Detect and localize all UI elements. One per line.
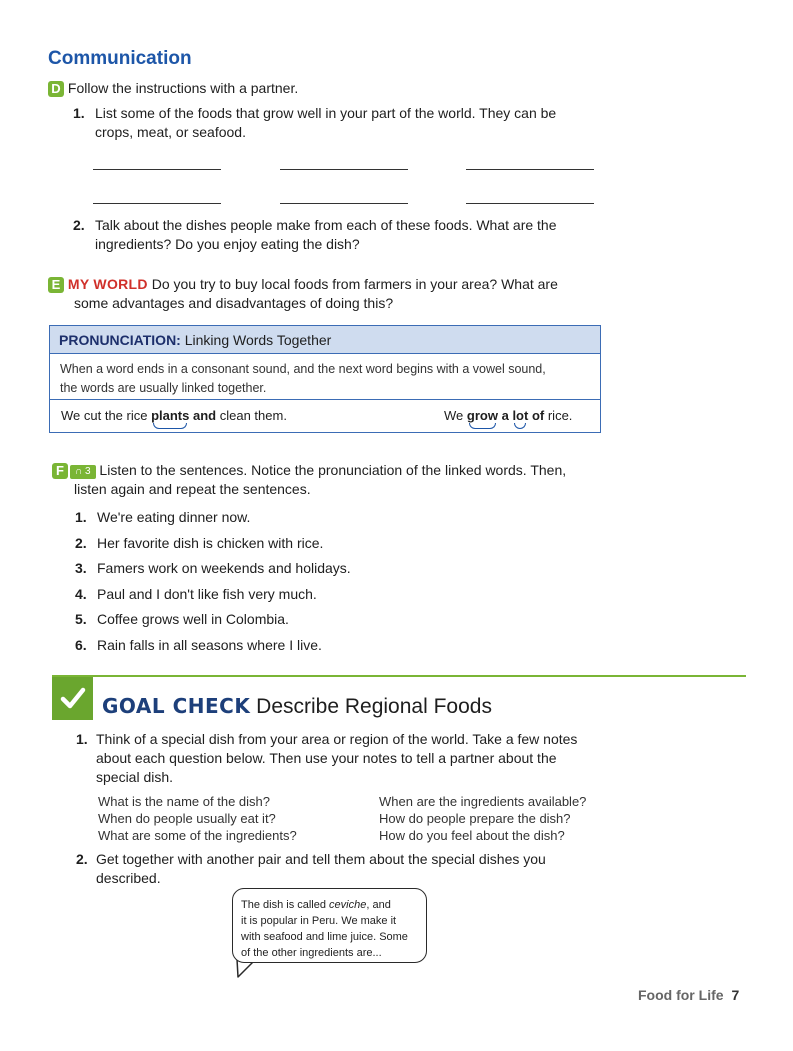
answer-blank[interactable] bbox=[93, 169, 221, 170]
exercise-f-text: Listen to the sentences. Notice the pronunciation of the linked words. Then, bbox=[99, 462, 567, 478]
my-world-label: MY WORLD bbox=[67, 276, 148, 292]
sentence-text: Rain falls in all seasons where I live. bbox=[97, 636, 322, 653]
goal-check-subtitle: Describe Regional Foods bbox=[256, 695, 492, 718]
speech-bubble bbox=[232, 888, 427, 963]
list-item bbox=[75, 633, 351, 659]
answer-blank[interactable] bbox=[466, 169, 594, 170]
goal-item-2 bbox=[76, 850, 546, 888]
answer-blank[interactable] bbox=[93, 203, 221, 204]
item-number: 5. bbox=[75, 611, 87, 627]
item-text: Get together with another pair and tell them about the special dishes you bbox=[96, 851, 546, 867]
example-text: We cut the rice bbox=[61, 408, 152, 423]
goal-check-title bbox=[102, 694, 492, 719]
goal-check-label: GOAL CHECK bbox=[102, 694, 251, 718]
linked-word: of bbox=[531, 408, 545, 423]
bubble-text: with seafood and lime juice. Some bbox=[241, 931, 408, 943]
question: How do people prepare the dish? bbox=[379, 811, 571, 826]
example-1 bbox=[61, 408, 287, 423]
rule-text: When a word ends in a consonant sound, and the next word begins with a vowel sound, bbox=[60, 362, 546, 376]
linked-word: and bbox=[193, 408, 217, 423]
audio-track-icon[interactable]: ∩ 3 bbox=[70, 465, 96, 479]
exercise-d-badge: D bbox=[48, 81, 64, 97]
linked-word: a bbox=[501, 408, 509, 423]
item-text: ingredients? Do you enjoy eating the dish? bbox=[95, 236, 360, 252]
exercise-e-text: Do you try to buy local foods from farmers in your area? What are bbox=[151, 276, 558, 292]
goal-divider bbox=[52, 675, 746, 677]
checkmark-icon bbox=[52, 677, 93, 720]
bubble-text: it is popular in Peru. We make it bbox=[241, 915, 397, 927]
item-number: 6. bbox=[75, 636, 87, 653]
linked-word: plants bbox=[151, 408, 190, 423]
bubble-text: The dish is called bbox=[241, 899, 330, 911]
page-footer bbox=[638, 987, 739, 1003]
example-text: clean them. bbox=[216, 408, 287, 423]
item-number: 4. bbox=[75, 585, 87, 602]
sentence-text: Paul and I don't like fish very much. bbox=[97, 585, 317, 602]
dish-name: ceviche bbox=[329, 899, 367, 911]
list-item bbox=[75, 607, 351, 633]
example-2 bbox=[444, 408, 572, 423]
pronunciation-rule bbox=[50, 354, 600, 400]
bubble-text: of the other ingredients are... bbox=[241, 947, 382, 959]
exercise-d-item-1 bbox=[73, 104, 556, 142]
exercise-e-text: some advantages and disadvantages of doing this? bbox=[74, 295, 394, 311]
answer-blank[interactable] bbox=[280, 169, 408, 170]
exercise-d-instruction bbox=[48, 79, 298, 98]
item-number: 2. bbox=[76, 851, 88, 867]
pronunciation-heading bbox=[50, 326, 600, 354]
pronunciation-subheading: Linking Words Together bbox=[184, 332, 332, 348]
section-title: Communication bbox=[48, 48, 192, 69]
questions-left bbox=[98, 793, 297, 844]
item-number: 1. bbox=[75, 509, 87, 525]
item-number: 3. bbox=[75, 560, 87, 576]
question: When do people usually eat it? bbox=[98, 811, 276, 826]
exercise-d-text: Follow the instructions with a partner. bbox=[67, 80, 299, 96]
item-text: about each question below. Then use your notes to tell a partner about the bbox=[96, 750, 557, 766]
list-item bbox=[75, 505, 351, 531]
pronunciation-box bbox=[49, 325, 601, 433]
example-text: rice. bbox=[544, 408, 573, 423]
questions-right bbox=[379, 793, 586, 844]
answer-blank[interactable] bbox=[280, 203, 408, 204]
item-text: crops, meat, or seafood. bbox=[95, 124, 246, 140]
rule-text: the words are usually linked together. bbox=[60, 381, 267, 395]
linked-word: grow bbox=[466, 408, 498, 423]
question: How do you feel about the dish? bbox=[379, 828, 565, 843]
item-number: 2. bbox=[73, 217, 85, 233]
bubble-text: , and bbox=[366, 899, 391, 911]
question: What are some of the ingredients? bbox=[98, 828, 297, 843]
exercise-f bbox=[52, 461, 612, 499]
exercise-e bbox=[48, 275, 608, 313]
linked-word: lot bbox=[512, 408, 529, 423]
question: What is the name of the dish? bbox=[98, 794, 270, 809]
item-text: special dish. bbox=[96, 769, 174, 785]
list-item bbox=[75, 531, 351, 557]
sentence-text: Famers work on weekends and holidays. bbox=[97, 560, 351, 576]
sentence-text: Coffee grows well in Colombia. bbox=[97, 611, 289, 627]
footer-title: Food for Life bbox=[638, 987, 724, 1003]
pronunciation-examples bbox=[50, 400, 600, 433]
item-number: 1. bbox=[76, 731, 88, 747]
item-text: Think of a special dish from your area or region of the world. Take a few notes bbox=[96, 731, 578, 747]
question: When are the ingredients available? bbox=[379, 794, 587, 809]
item-text: Talk about the dishes people make from each of these foods. What are the bbox=[95, 217, 557, 233]
track-number: 3 bbox=[84, 466, 91, 477]
exercise-e-badge: E bbox=[48, 277, 64, 293]
answer-blank[interactable] bbox=[466, 203, 594, 204]
item-number: 2. bbox=[75, 534, 87, 551]
exercise-d-item-2 bbox=[73, 216, 557, 254]
page-number: 7 bbox=[731, 987, 740, 1003]
item-text: described. bbox=[96, 870, 161, 886]
example-text: We bbox=[444, 408, 467, 423]
exercise-f-badge: F bbox=[52, 463, 68, 479]
item-number: 1. bbox=[73, 105, 85, 121]
item-text: List some of the foods that grow well in your part of the world. They can be bbox=[95, 105, 557, 121]
sentence-list bbox=[75, 505, 351, 658]
sentence-text: Her favorite dish is chicken with rice. bbox=[97, 534, 324, 551]
pronunciation-label: PRONUNCIATION: bbox=[59, 332, 181, 348]
exercise-f-text: listen again and repeat the sentences. bbox=[74, 481, 311, 497]
goal-item-1 bbox=[76, 730, 577, 787]
sentence-text: We're eating dinner now. bbox=[97, 509, 251, 525]
list-item bbox=[75, 556, 351, 582]
list-item bbox=[75, 582, 351, 608]
